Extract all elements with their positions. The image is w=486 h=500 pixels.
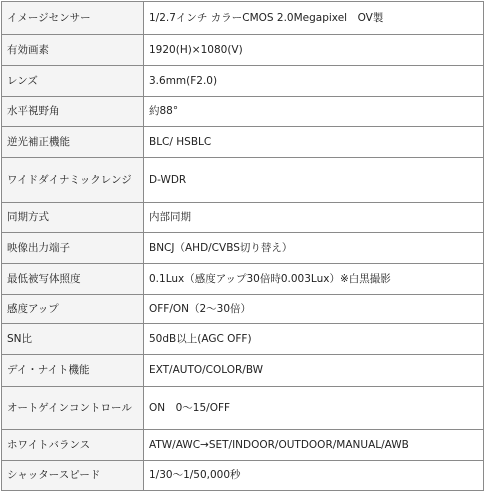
row-label: SN比	[2, 324, 144, 355]
row-label: 最低被写体照度	[2, 264, 144, 295]
row-label: 水平視野角	[2, 97, 144, 127]
table-row	[2, 324, 484, 355]
row-value: EXT/AUTO/COLOR/BW	[144, 355, 484, 387]
row-value: BLC/ HSBLC	[144, 127, 484, 158]
row-value: 1/30〜1/50,000秒	[144, 461, 484, 491]
row-label: ワイドダイナミックレンジ	[2, 158, 144, 203]
table-row	[2, 97, 484, 127]
table-row	[2, 127, 484, 158]
table-row	[2, 461, 484, 491]
row-value: 1920(H)×1080(V)	[144, 35, 484, 66]
table-row	[2, 2, 484, 35]
table-row	[2, 295, 484, 324]
row-value: 50dB以上(AGC OFF)	[144, 324, 484, 355]
row-label: デイ・ナイト機能	[2, 355, 144, 387]
table-row	[2, 203, 484, 233]
row-value: ATW/AWC→SET/INDOOR/OUTDOOR/MANUAL/AWB	[144, 430, 484, 461]
table-row	[2, 158, 484, 203]
table-row	[2, 355, 484, 387]
row-label: シャッタースピード	[2, 461, 144, 491]
row-label: イメージセンサー	[2, 2, 144, 35]
row-value: 約88°	[144, 97, 484, 127]
row-value: 3.6mm(F2.0)	[144, 66, 484, 97]
row-label: 逆光補正機能	[2, 127, 144, 158]
table-row	[2, 35, 484, 66]
row-label: レンズ	[2, 66, 144, 97]
row-value: 0.1Lux（感度アップ30倍時0.003Lux）※白黒撮影	[144, 264, 484, 295]
row-label: 有効画素	[2, 35, 144, 66]
row-value: BNCJ（AHD/CVBS切り替え）	[144, 233, 484, 264]
row-value: 1/2.7インチ カラーCMOS 2.0Megapixel OV製	[144, 2, 484, 35]
row-value: D-WDR	[144, 158, 484, 203]
table-row	[2, 233, 484, 264]
spec-table	[1, 1, 484, 491]
table-row	[2, 430, 484, 461]
row-value: OFF/ON（2〜30倍）	[144, 295, 484, 324]
row-value: ON 0〜15/OFF	[144, 387, 484, 430]
row-label: 映像出力端子	[2, 233, 144, 264]
row-label: 同期方式	[2, 203, 144, 233]
row-label: ホワイトバランス	[2, 430, 144, 461]
table-row	[2, 387, 484, 430]
row-label: 感度アップ	[2, 295, 144, 324]
row-label: オートゲインコントロール	[2, 387, 144, 430]
table-row	[2, 264, 484, 295]
row-value: 内部同期	[144, 203, 484, 233]
table-row	[2, 66, 484, 97]
